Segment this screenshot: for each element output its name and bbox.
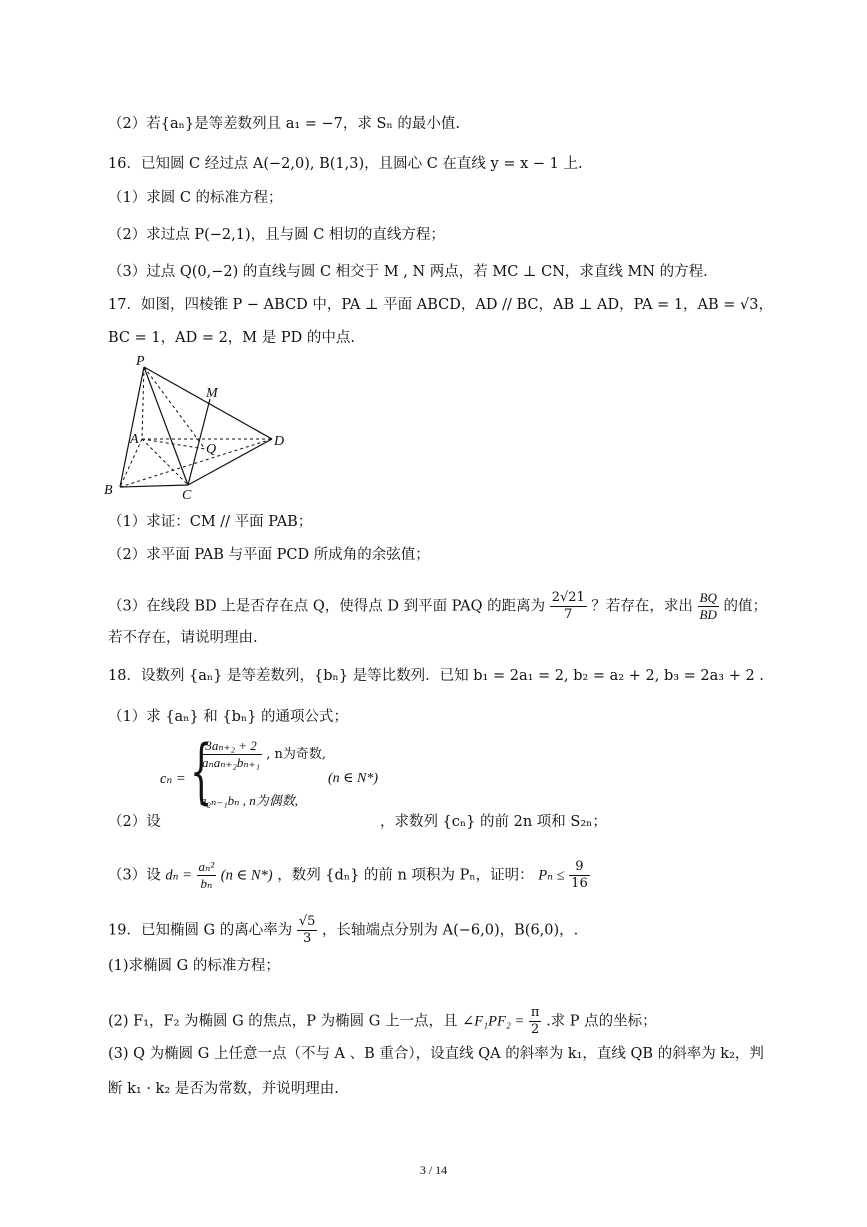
- eccentricity-denominator: 3: [303, 931, 312, 946]
- angle-fraction: [529, 1005, 542, 1038]
- label-C: C: [182, 488, 192, 503]
- p-lhs: Pₙ ≤: [538, 867, 565, 884]
- c-case1: [200, 738, 326, 771]
- q19-part3-cont: 断 k₁ · k₂ 是否为常数，并说明理由.: [108, 1081, 339, 1097]
- q17-part2: （2）求平面 PAB 与平面 PCD 所成角的余弦值；: [108, 547, 430, 563]
- edge-PQ: [144, 367, 205, 449]
- q19-part3: (3) Q 为椭圆 G 上任意一点（不与 A 、B 重合），设直线 QA 的斜率为 k₁，直线 QB 的斜率为 k₂，判: [108, 1046, 764, 1062]
- angle-numerator: π: [530, 1005, 540, 1020]
- edge-PD: [144, 367, 272, 439]
- q18-part1: （1）求 {aₙ} 和 {bₙ} 的通项公式；: [108, 709, 349, 725]
- q19-part1: (1)求椭圆 G 的标准方程；: [108, 958, 280, 974]
- label-A: A: [130, 432, 139, 447]
- page-number: 3 / 14: [419, 1163, 448, 1177]
- q16-part3: （3）过点 Q(0,−2) 的直线与圆 C 相交于 M , N 两点，若 MC ⊥ CN，求直线 MN 的方程.: [108, 264, 708, 280]
- distance-fraction: [550, 590, 587, 623]
- pyramid-figure: [100, 355, 300, 505]
- q18-part2-text-b: ，求数列 {cₙ} 的前 2n 项和 S₂ₙ；: [379, 814, 607, 830]
- ratio-fraction: [698, 590, 719, 623]
- distance-numerator: 2√21: [551, 590, 585, 605]
- d-numerator: aₙ²: [198, 859, 215, 874]
- q18-part3-text-a: （3）设: [108, 867, 161, 884]
- distance-denominator: 7: [564, 607, 573, 622]
- q17-part3-text-b: ？若存在，求出: [591, 598, 693, 615]
- label-M: M: [206, 386, 218, 401]
- q18-stem: 18．设数列 {aₙ} 是等差数列，{bₙ} 是等比数列．已知 b₁ = 2a₁ = 2, b₂ = a₂ + 2, b₃ = 2a₃ + 2 .: [108, 668, 764, 684]
- q18-part3-text-b: ，数列 {dₙ} 的前 n 项积为 Pₙ，证明：: [277, 867, 534, 884]
- angle-denominator: 2: [531, 1022, 540, 1037]
- q16-part1: （1）求圆 C 的标准方程；: [108, 190, 283, 206]
- edge-PB: [120, 367, 144, 487]
- q17-stem-1: 17．如图，四棱锥 P − ABCD 中，PA ⊥ 平面 ABCD，AD // BC，AB ⊥ AD，PA = 1，AB = √3，: [108, 297, 774, 313]
- c-case1-fraction: [200, 738, 262, 771]
- q19-stem-text-a: 19．已知椭圆 G 的离心率为: [108, 922, 293, 939]
- c-lhs: cₙ =: [160, 771, 186, 787]
- piecewise-brace: {: [190, 730, 213, 812]
- eccentricity-numerator: √5: [298, 914, 316, 929]
- q17-part3-text-a: （3）在线段 BD 上是否存在点 Q，使得点 D 到平面 PAQ 的距离为: [108, 598, 546, 615]
- q17-part3-cont: 若不存在，请说明理由.: [108, 630, 258, 646]
- q17-stem-2: BC = 1，AD = 2，M 是 PD 的中点.: [108, 330, 355, 346]
- c-case1-numerator: 3aₙ₊₂ + 2: [200, 738, 262, 755]
- label-Q: Q: [206, 442, 217, 457]
- angle-lhs: ∠F₁PF₂ =: [462, 1013, 525, 1030]
- p-denominator: 16: [571, 876, 588, 891]
- edge-PC: [144, 367, 188, 485]
- d-lhs: dₙ =: [165, 867, 192, 884]
- eccentricity-fraction: [297, 914, 318, 947]
- ratio-numerator: BQ: [699, 590, 717, 605]
- c-case1-denominator: aₙaₙ₊₂bₙ₊₁: [202, 755, 261, 770]
- d-fraction: [197, 859, 217, 892]
- q19-part2-text-b: .求 P 点的坐标；: [546, 1013, 657, 1030]
- q18-part2: [108, 811, 767, 833]
- q17-part1: （1）求证：CM // 平面 PAB；: [108, 514, 313, 530]
- q19-stem: [108, 914, 767, 947]
- edge-BD: [120, 439, 272, 487]
- q19-part2: [108, 1005, 767, 1038]
- label-B: B: [104, 483, 113, 498]
- q17-part3-text-c: 的值；: [723, 598, 767, 615]
- edge-BC: [120, 485, 188, 487]
- c-domain: (n ∈ N*): [328, 771, 379, 786]
- c-case1-condition: , n为奇数,: [266, 747, 326, 762]
- ratio-denominator: BD: [699, 607, 717, 622]
- q16-part2: （2）求过点 P(−2,1)，且与圆 C 相切的直线方程；: [108, 227, 445, 243]
- label-D: D: [274, 434, 285, 449]
- q19-stem-text-b: ，长轴端点分别为 A(−6,0)，B(6,0)，.: [322, 922, 579, 939]
- q17-part3: [108, 590, 767, 623]
- q19-part2-text-a: (2) F₁，F₂ 为椭圆 G 的焦点，P 为椭圆 G 上一点，且: [108, 1013, 458, 1030]
- p-numerator: 9: [569, 859, 590, 876]
- d-denominator: bₙ: [200, 876, 213, 891]
- q18-part2-text-a: （2）设: [108, 814, 161, 830]
- q15-part2: （2）若{aₙ}是等差数列且 a₁ = −7，求 Sₙ 的最小值.: [108, 116, 460, 132]
- d-domain: (n ∈ N*): [220, 867, 273, 884]
- q18-part3: [108, 859, 767, 892]
- c-case2: a₂ₙ₋₁bₙ , n为偶数,: [200, 793, 298, 808]
- q16-stem: 16．已知圆 C 经过点 A(−2,0), B(1,3)，且圆心 C 在直线 y = x − 1 上.: [108, 156, 583, 172]
- label-P: P: [136, 355, 145, 369]
- p-fraction: [569, 859, 590, 892]
